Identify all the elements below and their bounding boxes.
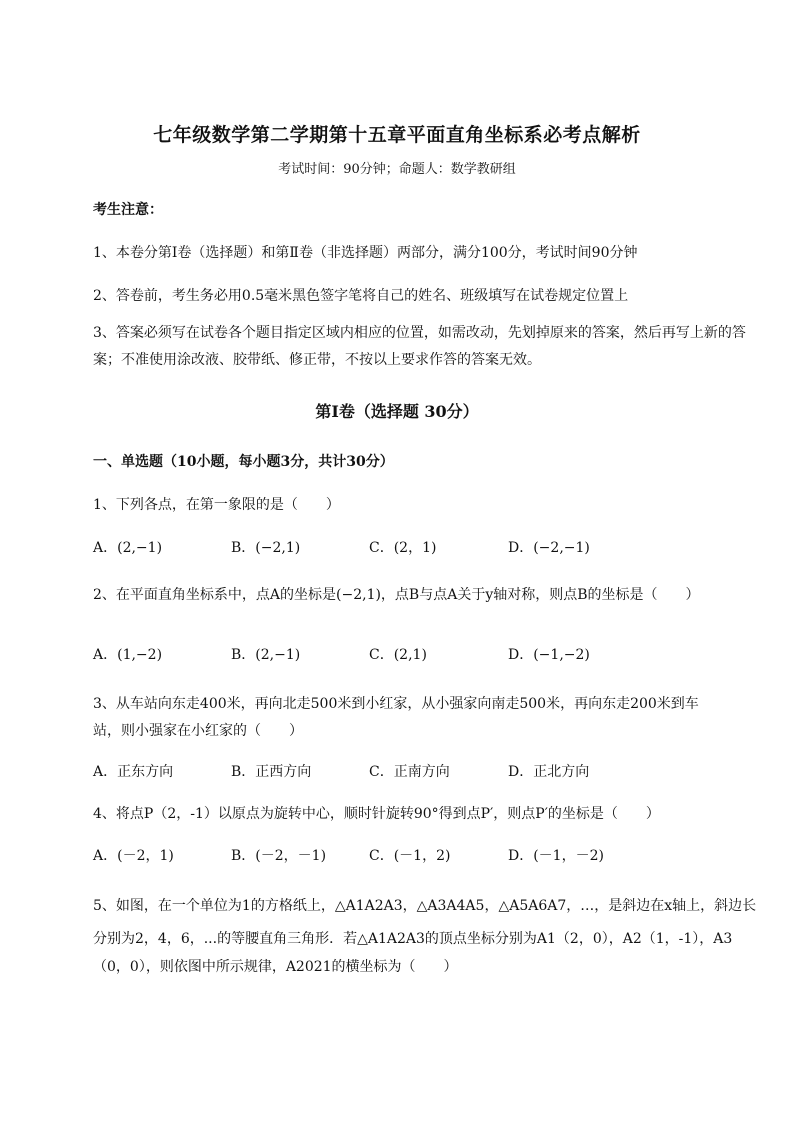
option-d: D．(−2,−1) <box>508 540 590 556</box>
note-item: 1、本卷分第I卷（选择题）和第Ⅱ卷（非选择题）两部分，满分100分，考试时间90分钟 <box>93 245 638 261</box>
question-stem: 2、在平面直角坐标系中，点A的坐标是(−2,1)，点B与点A关于y轴对称，则点B的坐标是（ ） <box>93 587 700 603</box>
question-stem: 4、将点P（2，-1）以原点为旋转中心，顺时针旋转90°得到点P′，则点P′的坐标是（ ） <box>93 806 660 822</box>
notes-heading: 考生注意： <box>93 202 163 218</box>
option-b: B．(2,−1) <box>231 647 301 663</box>
question-stem: 1、下列各点，在第一象限的是（ ） <box>93 497 340 513</box>
note-item: 2、答卷前，考生务必用0.5毫米黑色签字笔将自己的姓名、班级填写在试卷规定位置上 <box>93 288 629 304</box>
option-d: D．正北方向 <box>508 764 590 780</box>
exam-info: 考试时间：90分钟；命题人：数学教研组 <box>278 162 516 177</box>
option-c: C．(2，1) <box>369 540 437 556</box>
option-b: B．(−2,1) <box>231 540 301 556</box>
option-b: B．(－2，－1) <box>231 848 327 864</box>
question-stem: 5、如图，在一个单位为1的方格纸上，△A1A2A3，△A3A4A5，△A5A6A7，…，是斜边在x轴上，斜边长 <box>93 898 757 914</box>
question-stem-cont: （0，0），则依图中所示规律，A2021的横坐标为（ ） <box>93 959 458 975</box>
section-subtitle: 一、单选题（10小题，每小题3分，共计30分） <box>93 454 394 470</box>
option-a: A．(1,−2) <box>93 647 163 663</box>
option-d: D．(－1，－2) <box>508 848 604 864</box>
option-a: A．正东方向 <box>93 764 174 780</box>
option-c: C．(2,1) <box>369 647 427 663</box>
question-stem-cont: 站，则小强家在小红家的（ ） <box>93 723 303 739</box>
page-title: 七年级数学第二学期第十五章平面直角坐标系必考点解析 <box>153 124 641 146</box>
option-a: A．(－2，1) <box>93 848 174 864</box>
question-stem: 3、从车站向东走400米，再向北走500米到小红家，从小强家向南走500米，再向东走200米到车 <box>93 696 699 712</box>
section-title: 第I卷（选择题 30分） <box>315 402 479 421</box>
question-stem-cont: 分别为2，4，6，...的等腰直角三角形．若△A1A2A3的顶点坐标分别为A1（2，0），A2（1，-1），A3 <box>93 931 733 947</box>
option-d: D．(−1,−2) <box>508 647 590 663</box>
option-b: B．正西方向 <box>231 764 312 780</box>
option-c: C．正南方向 <box>369 764 450 780</box>
option-c: C．(－1，2) <box>369 848 451 864</box>
option-a: A．(2,−1) <box>93 540 163 556</box>
note-item: 3、答案必须写在试卷各个题目指定区域内相应的位置，如需改动，先划掉原来的答案，然后再写上新的答案；不准使用涂改液、胶带纸、修正带，不按以上要求作答的答案无效。 <box>93 325 746 368</box>
